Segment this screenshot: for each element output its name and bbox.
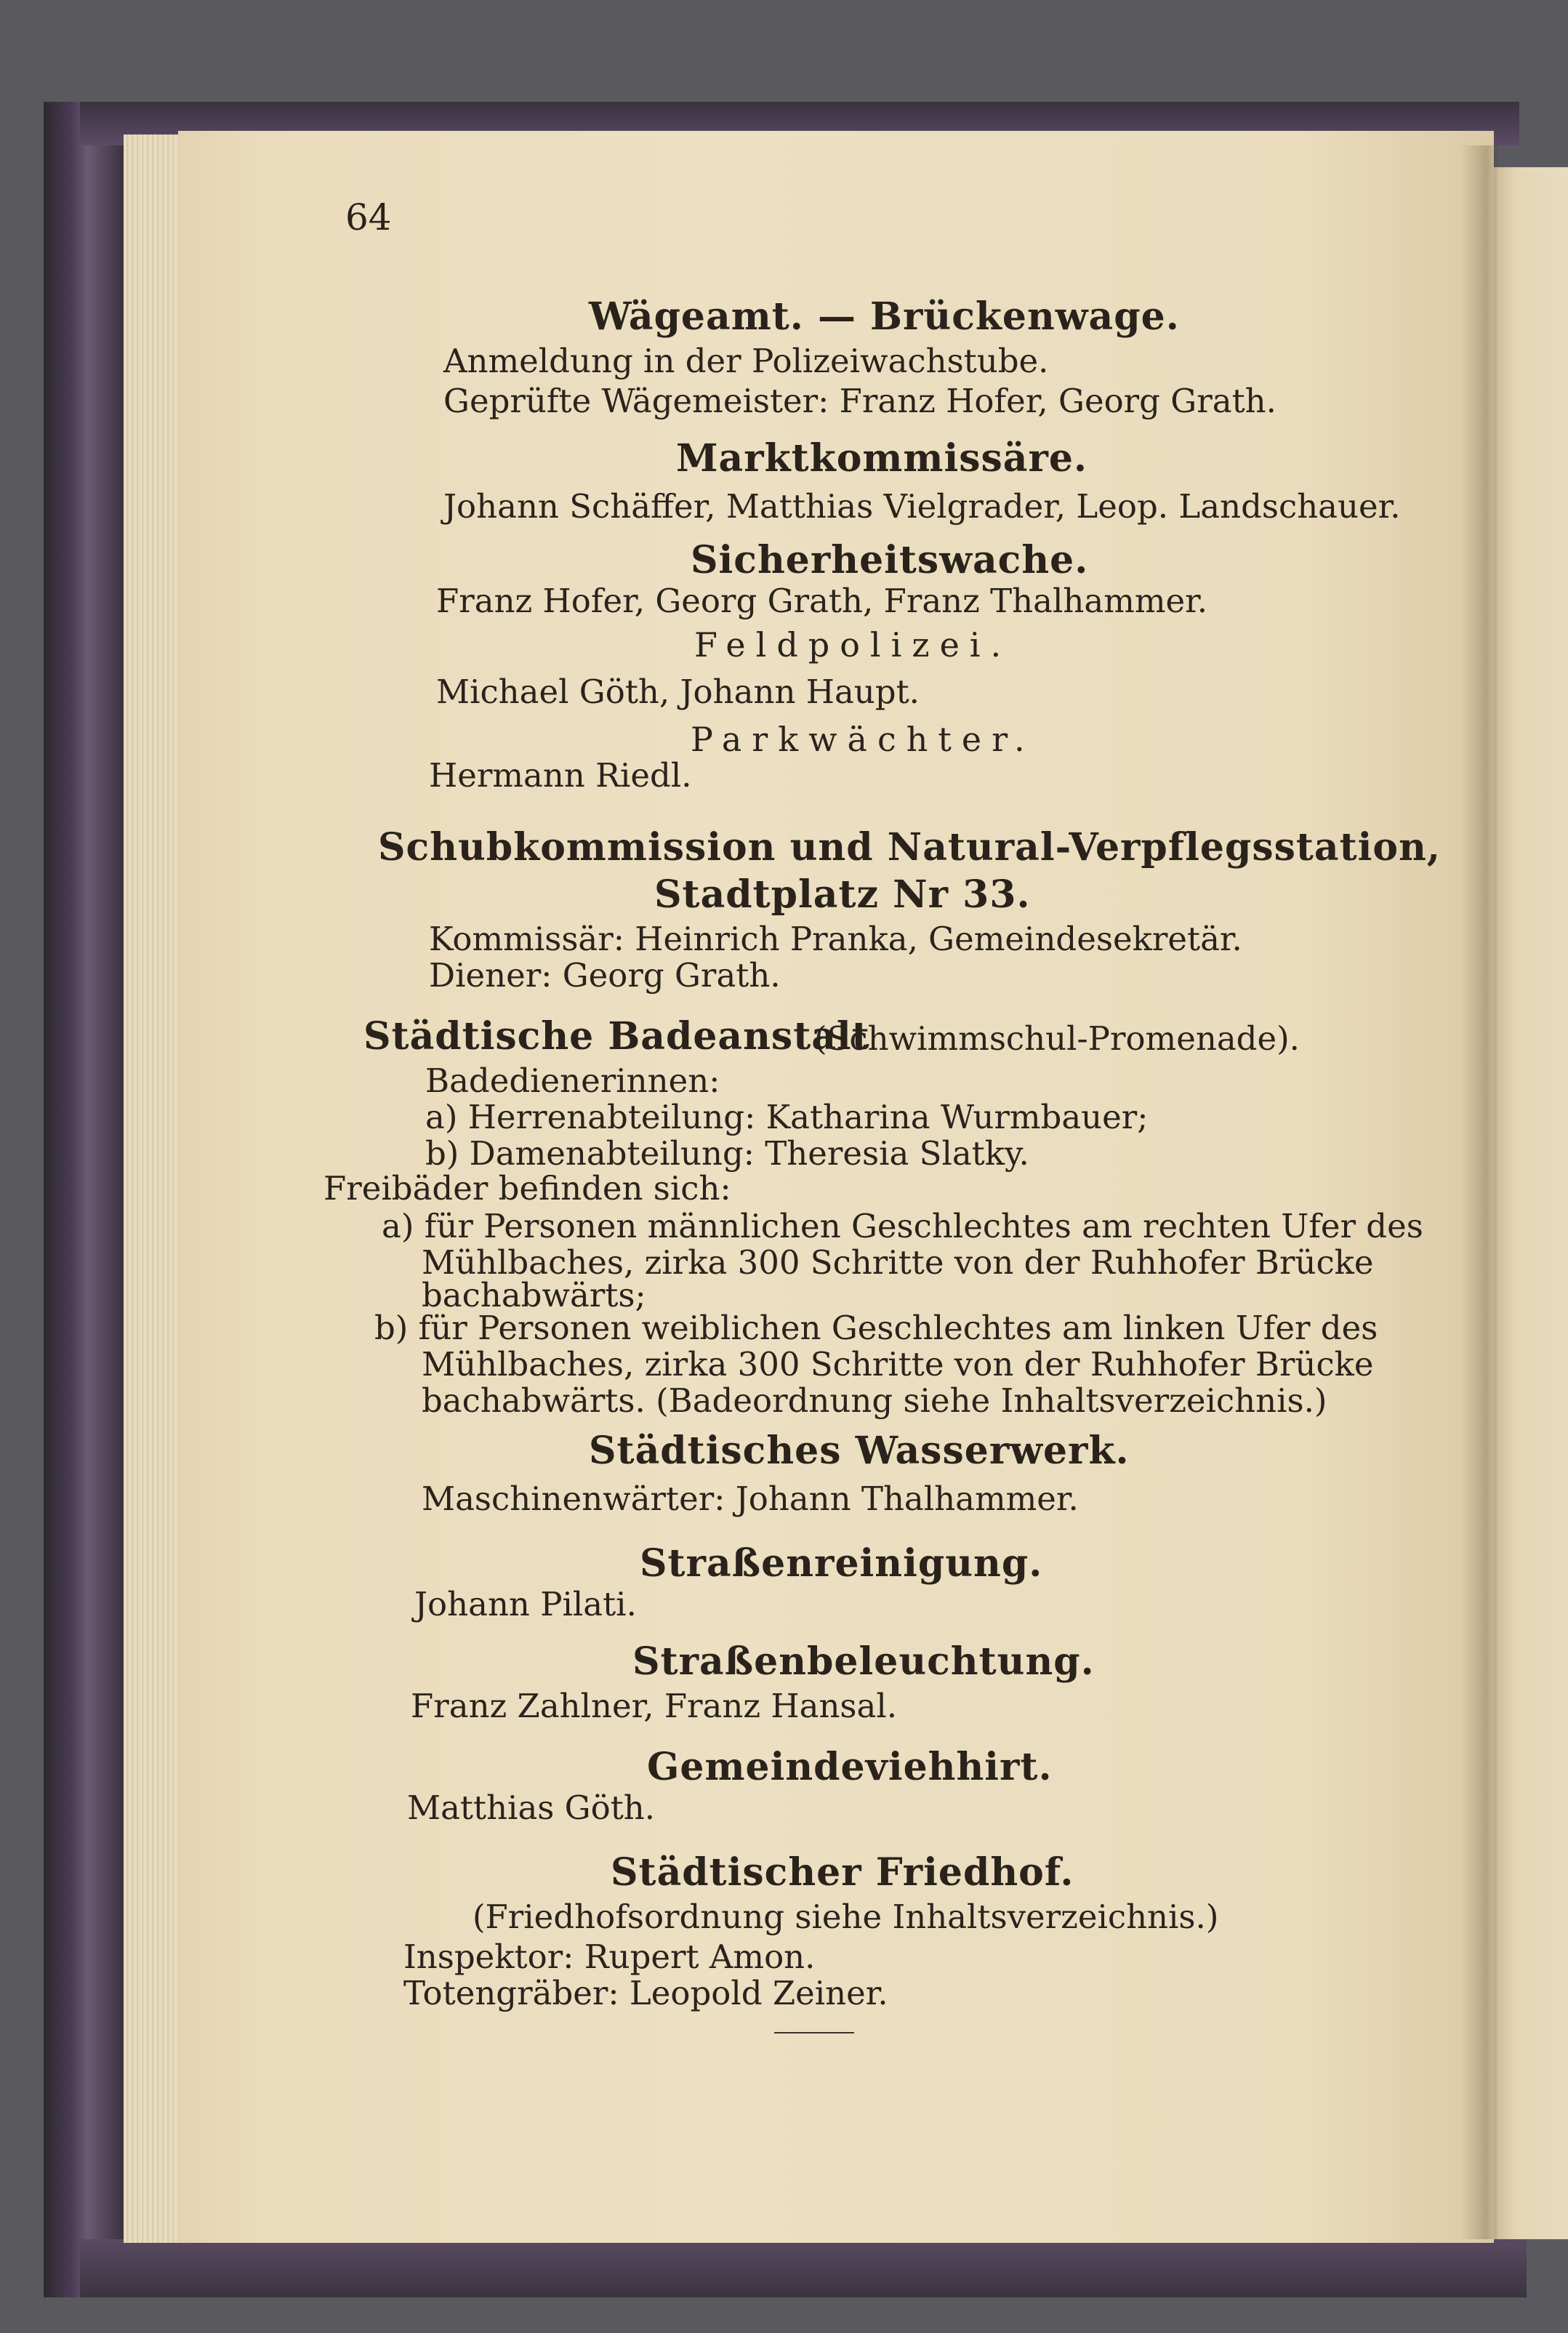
text-freibad-b-1: b) für Personen weiblichen Geschlechtes am linken Ufer des xyxy=(374,1309,1378,1347)
text-inspektor: Inspektor: Rupert Amon. xyxy=(403,1938,816,1976)
heading-wasserwerk: Städtisches Wasserwerk. xyxy=(589,1429,1130,1473)
text-freibad-b-3: bachabwärts. (Badeordnung siehe Inhaltsverzeichnis.) xyxy=(422,1381,1327,1420)
text-herrenabteilung: a) Herrenabteilung: Katharina Wurmbauer; xyxy=(425,1098,1149,1136)
heading-feldpolizei: Feldpolizei. xyxy=(694,625,1012,664)
text-totengraeber: Totengräber: Leopold Zeiner. xyxy=(403,1974,888,2012)
text-freibad-a-3: bachabwärts; xyxy=(422,1276,646,1314)
heading-gemeindeviehhirt: Gemeindeviehhirt. xyxy=(647,1745,1053,1789)
text-friedhofsordnung: (Friedhofsordnung siehe Inhaltsverzeichnis.) xyxy=(473,1898,1219,1936)
text-marktkommissaere: Johann Schäffer, Matthias Vielgrader, Leop. Landschauer. xyxy=(443,487,1401,526)
text-freibad-a-2: Mühlbaches, zirka 300 Schritte von der Ruhhofer Brücke xyxy=(422,1243,1374,1282)
end-rule xyxy=(774,2032,854,2033)
heading-marktkommissaere: Marktkommissäre. xyxy=(676,436,1088,481)
heading-badeanstalt: Städtische Badeanstalt xyxy=(363,1014,870,1059)
heading-strassenreinigung: Straßenreinigung. xyxy=(640,1541,1043,1586)
text-wasserwerk: Maschinenwärter: Johann Thalhammer. xyxy=(422,1479,1079,1518)
facing-page-edge xyxy=(1494,167,1568,2239)
heading-waegeamt: Wägeamt. — Brückenwage. xyxy=(589,294,1180,339)
text-strassenreinigung: Johann Pilati. xyxy=(414,1585,637,1623)
text-waegeamt-2: Geprüfte Wägemeister: Franz Hofer, Georg Grath. xyxy=(443,382,1276,420)
text-freibad-a-1: a) für Personen männlichen Geschlechtes am rechten Ufer des xyxy=(382,1207,1423,1245)
heading-friedhof: Städtischer Friedhof. xyxy=(611,1850,1074,1895)
text-waegeamt-1: Anmeldung in der Polizeiwachstube. xyxy=(443,342,1049,380)
text-gemeindeviehhirt: Matthias Göth. xyxy=(407,1788,656,1827)
text-freibaeder: Freibäder befinden sich: xyxy=(323,1169,731,1208)
text-diener: Diener: Georg Grath. xyxy=(429,956,781,995)
heading-stadtplatz: Stadtplatz Nr 33. xyxy=(654,872,1031,917)
gutter-shadow xyxy=(1461,145,1497,2239)
heading-strassenbeleuchtung: Straßenbeleuchtung. xyxy=(632,1639,1095,1684)
book-cover-bottom xyxy=(80,2239,1527,2297)
text-badedienerinnen: Badedienerinnen: xyxy=(425,1061,720,1100)
text-freibad-b-2: Mühlbaches, zirka 300 Schritte von der Ruhhofer Brücke xyxy=(422,1345,1374,1384)
heading-schubkommission: Schubkommission und Natural-Verpflegsstation, xyxy=(378,825,1441,870)
text-parkwaechter: Hermann Riedl. xyxy=(429,756,692,795)
book-cover-edge xyxy=(44,102,124,2297)
text-strassenbeleuchtung: Franz Zahlner, Franz Hansal. xyxy=(411,1687,898,1725)
page-stack-edges xyxy=(124,134,182,2243)
text-sicherheitswache: Franz Hofer, Georg Grath, Franz Thalhammer. xyxy=(436,582,1208,620)
heading-badeanstalt-extra: (Schwimmschul-Promenade). xyxy=(814,1019,1300,1058)
text-damenabteilung: b) Damenabteilung: Theresia Slatky. xyxy=(425,1134,1029,1173)
page-number: 64 xyxy=(345,196,392,238)
text-feldpolizei: Michael Göth, Johann Haupt. xyxy=(436,672,920,711)
heading-sicherheitswache: Sicherheitswache. xyxy=(691,538,1089,582)
text-kommissaer: Kommissär: Heinrich Pranka, Gemeindesekretär. xyxy=(429,920,1242,958)
heading-parkwaechter: Parkwächter. xyxy=(691,720,1035,759)
